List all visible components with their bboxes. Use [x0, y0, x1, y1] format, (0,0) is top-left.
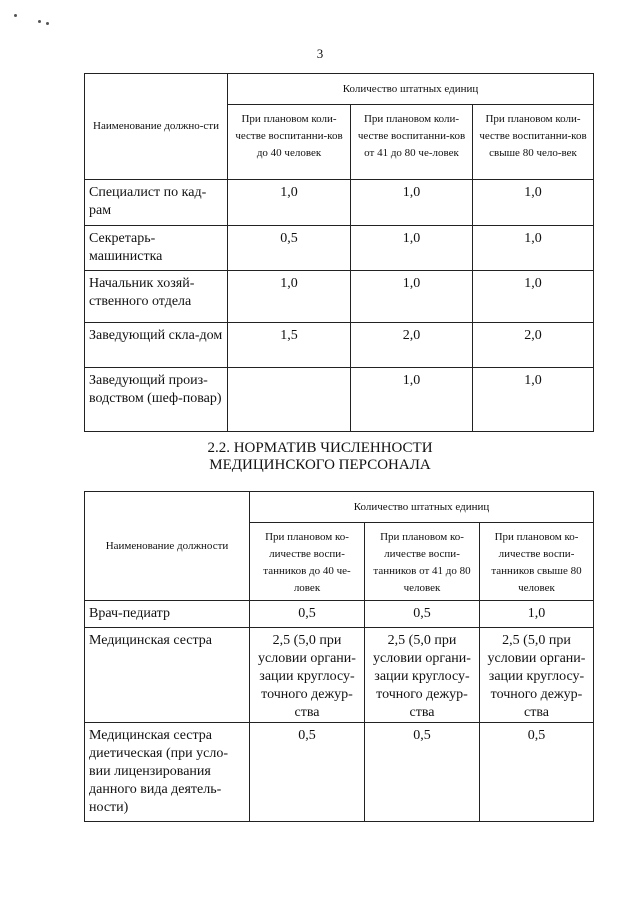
value-cell: 0,5: [250, 601, 365, 628]
column-header-over-80: При плановом коли-честве воспитанни-ков свыше 80 чело-век: [473, 105, 594, 180]
value-cell: 1,5: [228, 323, 351, 368]
value-cell: 1,0: [480, 601, 594, 628]
value-cell: 2,5 (5,0 при условии органи-зации круглосу-точного дежур-ства: [250, 628, 365, 723]
value-cell: 0,5: [250, 723, 365, 822]
page-number: 3: [316, 46, 324, 61]
staffing-table: [84, 73, 594, 432]
table-row: [85, 271, 594, 323]
value-cell: 2,0: [473, 323, 594, 368]
table-row: [85, 226, 594, 271]
position-name: Медицинская сестра диетическая (при усло-вии лицензирования данного вида деятель-ности): [85, 723, 250, 822]
position-name: Начальник хозяй-ственного отдела: [85, 271, 228, 323]
position-name: Медицинская сестра: [85, 628, 250, 723]
section-title-line: 2.2. НОРМАТИВ ЧИСЛЕННОСТИ: [207, 440, 433, 456]
column-header-up-to-40: При плановом коли-честве воспитанни-ков до 40 человек: [228, 105, 351, 180]
position-name-header: Наименование должно-сти: [85, 74, 228, 180]
value-cell: 0,5: [228, 226, 351, 271]
value-cell: 1,0: [228, 180, 351, 226]
value-cell: 1,0: [473, 180, 594, 226]
table-row: [85, 323, 594, 368]
value-cell: 1,0: [351, 180, 473, 226]
value-cell: 1,0: [473, 368, 594, 432]
column-header-41-to-80: При плановом коли-честве воспитанни-ков от 41 до 80 че-ловек: [351, 105, 473, 180]
value-cell: 0,5: [365, 723, 480, 822]
scan-speck: [46, 22, 49, 25]
scan-speck: [38, 20, 41, 23]
value-cell: 2,0: [351, 323, 473, 368]
table-row: [85, 180, 594, 226]
value-cell: 1,0: [351, 226, 473, 271]
value-cell: 1,0: [473, 271, 594, 323]
value-cell: 0,5: [365, 601, 480, 628]
value-cell: 2,5 (5,0 при условии органи-зации круглосу-точного дежур-ства: [480, 628, 594, 723]
column-header-41-to-80: При плановом ко-личестве воспи-танников от 41 до 80 человек: [365, 523, 480, 601]
position-name-header: Наименование должности: [85, 492, 250, 601]
table-row: [85, 628, 594, 723]
position-name: Заведующий скла-дом: [85, 323, 228, 368]
position-name: Врач-педиатр: [85, 601, 250, 628]
value-cell: 1,0: [473, 226, 594, 271]
staff-units-header: Количество штатных единиц: [250, 492, 594, 523]
section-title-line: МЕДИЦИНСКОГО ПЕРСОНАЛА: [209, 457, 431, 473]
section-title: [0, 440, 640, 474]
table-row: [85, 723, 594, 822]
table-row: [85, 601, 594, 628]
column-header-over-80: При плановом ко-личестве воспи-танников свыше 80 человек: [480, 523, 594, 601]
medical-staffing-table: [84, 491, 594, 822]
value-cell: 1,0: [351, 368, 473, 432]
value-cell: 1,0: [228, 271, 351, 323]
value-cell: 2,5 (5,0 при условии органи-зации круглосу-точного дежур-ства: [365, 628, 480, 723]
scan-speck: [14, 14, 17, 17]
table-row: [85, 368, 594, 432]
position-name: Специалист по кад-рам: [85, 180, 228, 226]
staff-units-header: Количество штатных единиц: [228, 74, 594, 105]
column-header-up-to-40: При плановом ко-личестве воспи-танников до 40 че-ловек: [250, 523, 365, 601]
position-name: Заведующий произ-водством (шеф-повар): [85, 368, 228, 432]
value-cell: [228, 368, 351, 432]
value-cell: 1,0: [351, 271, 473, 323]
position-name: Секретарь-машинистка: [85, 226, 228, 271]
value-cell: 0,5: [480, 723, 594, 822]
